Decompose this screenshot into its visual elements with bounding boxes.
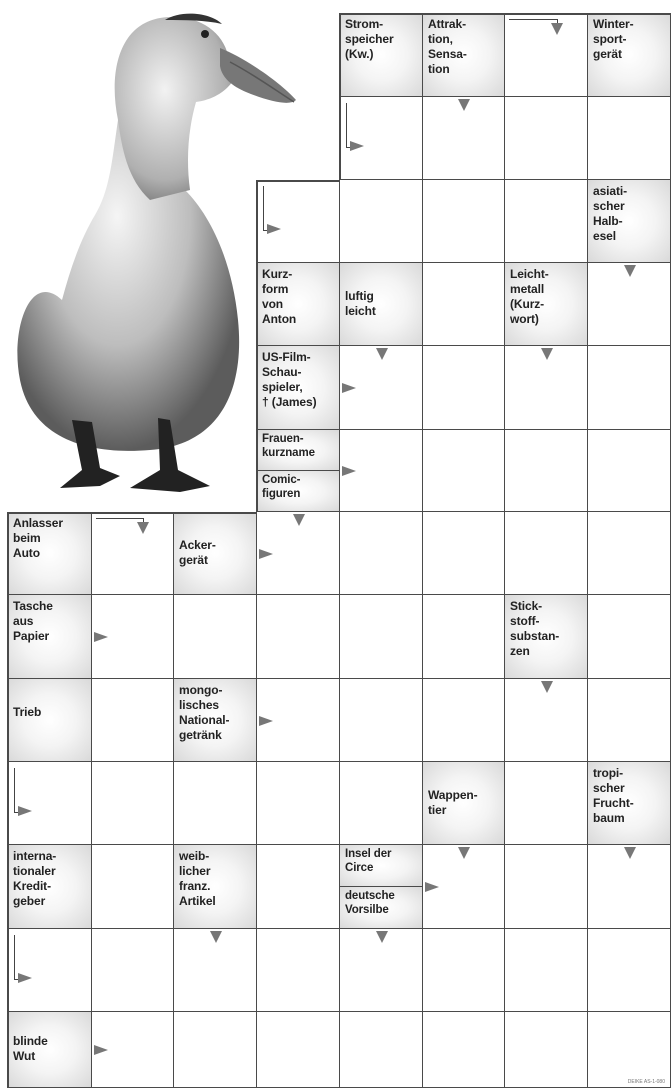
- clue-cell: [588, 13, 671, 97]
- answer-cell[interactable]: [505, 929, 588, 1012]
- answer-cell[interactable]: [92, 762, 174, 845]
- clue-text: Anlasser beim Auto: [13, 516, 63, 560]
- answer-cell[interactable]: [257, 929, 340, 1012]
- answer-cell[interactable]: [423, 346, 505, 430]
- answer-cell[interactable]: [505, 430, 588, 512]
- answer-cell[interactable]: [174, 1012, 257, 1088]
- answer-cell[interactable]: [340, 1012, 423, 1088]
- arrow-right-icon: [18, 806, 32, 816]
- grid-border: [7, 512, 9, 1088]
- clue-text: Winter- sport- gerät: [593, 17, 634, 61]
- clue-cell: [257, 430, 340, 471]
- answer-cell[interactable]: [257, 762, 340, 845]
- arrow-right-icon: [259, 716, 273, 726]
- grid-border: [256, 180, 339, 182]
- answer-cell[interactable]: [423, 180, 505, 263]
- clue-text: Comic- figuren: [262, 474, 301, 500]
- answer-cell[interactable]: [340, 762, 423, 845]
- arrow-down-icon: [541, 348, 553, 360]
- arrow-right-icon: [259, 549, 273, 559]
- answer-cell[interactable]: [423, 929, 505, 1012]
- clue-cell: [340, 887, 423, 929]
- clue-text: Strom- speicher (Kw.): [345, 17, 394, 61]
- clue-cell: [8, 595, 92, 679]
- clue-cell: [257, 346, 340, 430]
- clue-text: Stick- stoff- substan- zen: [510, 599, 560, 658]
- answer-cell[interactable]: [588, 595, 671, 679]
- arrow-down-icon: [137, 522, 149, 534]
- answer-cell[interactable]: [505, 762, 588, 845]
- arrow-right-icon: [425, 882, 439, 892]
- answer-cell[interactable]: [423, 1012, 505, 1088]
- clue-cell: [505, 595, 588, 679]
- arrow-right-icon: [342, 383, 356, 393]
- arrow-down-icon: [551, 23, 563, 35]
- answer-cell[interactable]: [340, 180, 423, 263]
- answer-cell[interactable]: [505, 97, 588, 180]
- clue-text: luftig leicht: [345, 288, 376, 318]
- clue-cell: [423, 762, 505, 845]
- arrow-right-icon: [342, 466, 356, 476]
- answer-cell[interactable]: [588, 430, 671, 512]
- arrow-down-icon: [210, 931, 222, 943]
- clue-cell: [340, 13, 423, 97]
- clue-text: Frauen- kurzname: [262, 433, 315, 459]
- answer-cell[interactable]: [423, 512, 505, 595]
- arrow-down-icon: [541, 681, 553, 693]
- answer-cell[interactable]: [423, 430, 505, 512]
- clue-text: US-Film- Schau- spieler, † (James): [262, 350, 317, 409]
- clue-cell: [174, 512, 257, 595]
- answer-cell[interactable]: [340, 679, 423, 762]
- clue-cell: [8, 845, 92, 929]
- answer-cell[interactable]: [588, 679, 671, 762]
- arrow-down-icon: [376, 931, 388, 943]
- arrow-right-icon: [267, 224, 281, 234]
- answer-cell[interactable]: [505, 512, 588, 595]
- answer-cell[interactable]: [257, 845, 340, 929]
- answer-cell[interactable]: [174, 762, 257, 845]
- clue-text: Attrak- tion, Sensa- tion: [428, 17, 467, 76]
- answer-cell[interactable]: [423, 263, 505, 346]
- clue-text: weib- licher franz. Artikel: [179, 849, 216, 908]
- clue-text: Trieb: [13, 704, 42, 719]
- clue-text: Insel der Circe: [345, 848, 392, 874]
- arrow-right-icon: [350, 141, 364, 151]
- answer-cell[interactable]: [588, 97, 671, 180]
- answer-cell[interactable]: [257, 595, 340, 679]
- clue-cell: [174, 845, 257, 929]
- clue-cell: [423, 13, 505, 97]
- clue-text: Tasche aus Papier: [13, 599, 53, 643]
- answer-cell[interactable]: [92, 929, 174, 1012]
- clue-cell: [588, 180, 671, 263]
- clue-cell: [340, 263, 423, 346]
- answer-cell[interactable]: [340, 512, 423, 595]
- answer-cell[interactable]: [92, 845, 174, 929]
- clue-text: blinde Wut: [13, 1034, 48, 1063]
- clue-text: Kurz- form von Anton: [262, 267, 297, 326]
- arrow-down-icon: [376, 348, 388, 360]
- answer-cell[interactable]: [588, 346, 671, 430]
- clue-cell: [8, 679, 92, 762]
- clue-cell: [257, 471, 340, 512]
- arrow-right-icon: [18, 973, 32, 983]
- clue-cell: [340, 845, 423, 887]
- arrow-down-icon: [458, 99, 470, 111]
- grid-border: [339, 13, 671, 15]
- arrow-down-icon: [293, 514, 305, 526]
- answer-cell[interactable]: [257, 1012, 340, 1088]
- answer-cell[interactable]: [340, 595, 423, 679]
- answer-cell[interactable]: [505, 1012, 588, 1088]
- answer-cell[interactable]: [423, 595, 505, 679]
- clue-cell: [257, 263, 340, 346]
- clue-text: Acker- gerät: [179, 537, 216, 567]
- grid-border: [256, 180, 258, 512]
- clue-text: Leicht- metall (Kurz- wort): [510, 267, 549, 326]
- arrow-down-icon: [458, 847, 470, 859]
- clue-cell: [8, 1012, 92, 1088]
- answer-cell[interactable]: [505, 180, 588, 263]
- arrow-down-icon: [624, 847, 636, 859]
- clue-cell: [8, 512, 92, 595]
- answer-cell[interactable]: [588, 1012, 671, 1088]
- answer-cell[interactable]: [588, 929, 671, 1012]
- clue-text: interna- tionaler Kredit- geber: [13, 849, 57, 908]
- clue-text: asiati- scher Halb- esel: [593, 184, 627, 243]
- puzzle-code: DEIKE AS-1-080: [627, 1079, 665, 1085]
- clue-text: tropi- scher Frucht- baum: [593, 766, 634, 825]
- clue-text: deutsche Vorsilbe: [345, 890, 395, 916]
- answer-cell[interactable]: [174, 595, 257, 679]
- grid-border: [7, 512, 256, 514]
- arrow-right-icon: [94, 632, 108, 642]
- clue-text: Wappen- tier: [428, 787, 478, 817]
- clue-cell: [588, 762, 671, 845]
- clue-text: mongo- lisches National- getränk: [179, 683, 230, 742]
- arrow-down-icon: [624, 265, 636, 277]
- clue-cell: [505, 263, 588, 346]
- answer-cell[interactable]: [505, 845, 588, 929]
- clue-cell: [174, 679, 257, 762]
- answer-cell[interactable]: [588, 512, 671, 595]
- arrow-right-icon: [94, 1045, 108, 1055]
- answer-cell[interactable]: [92, 679, 174, 762]
- grid-border: [339, 13, 341, 180]
- answer-cell[interactable]: [423, 679, 505, 762]
